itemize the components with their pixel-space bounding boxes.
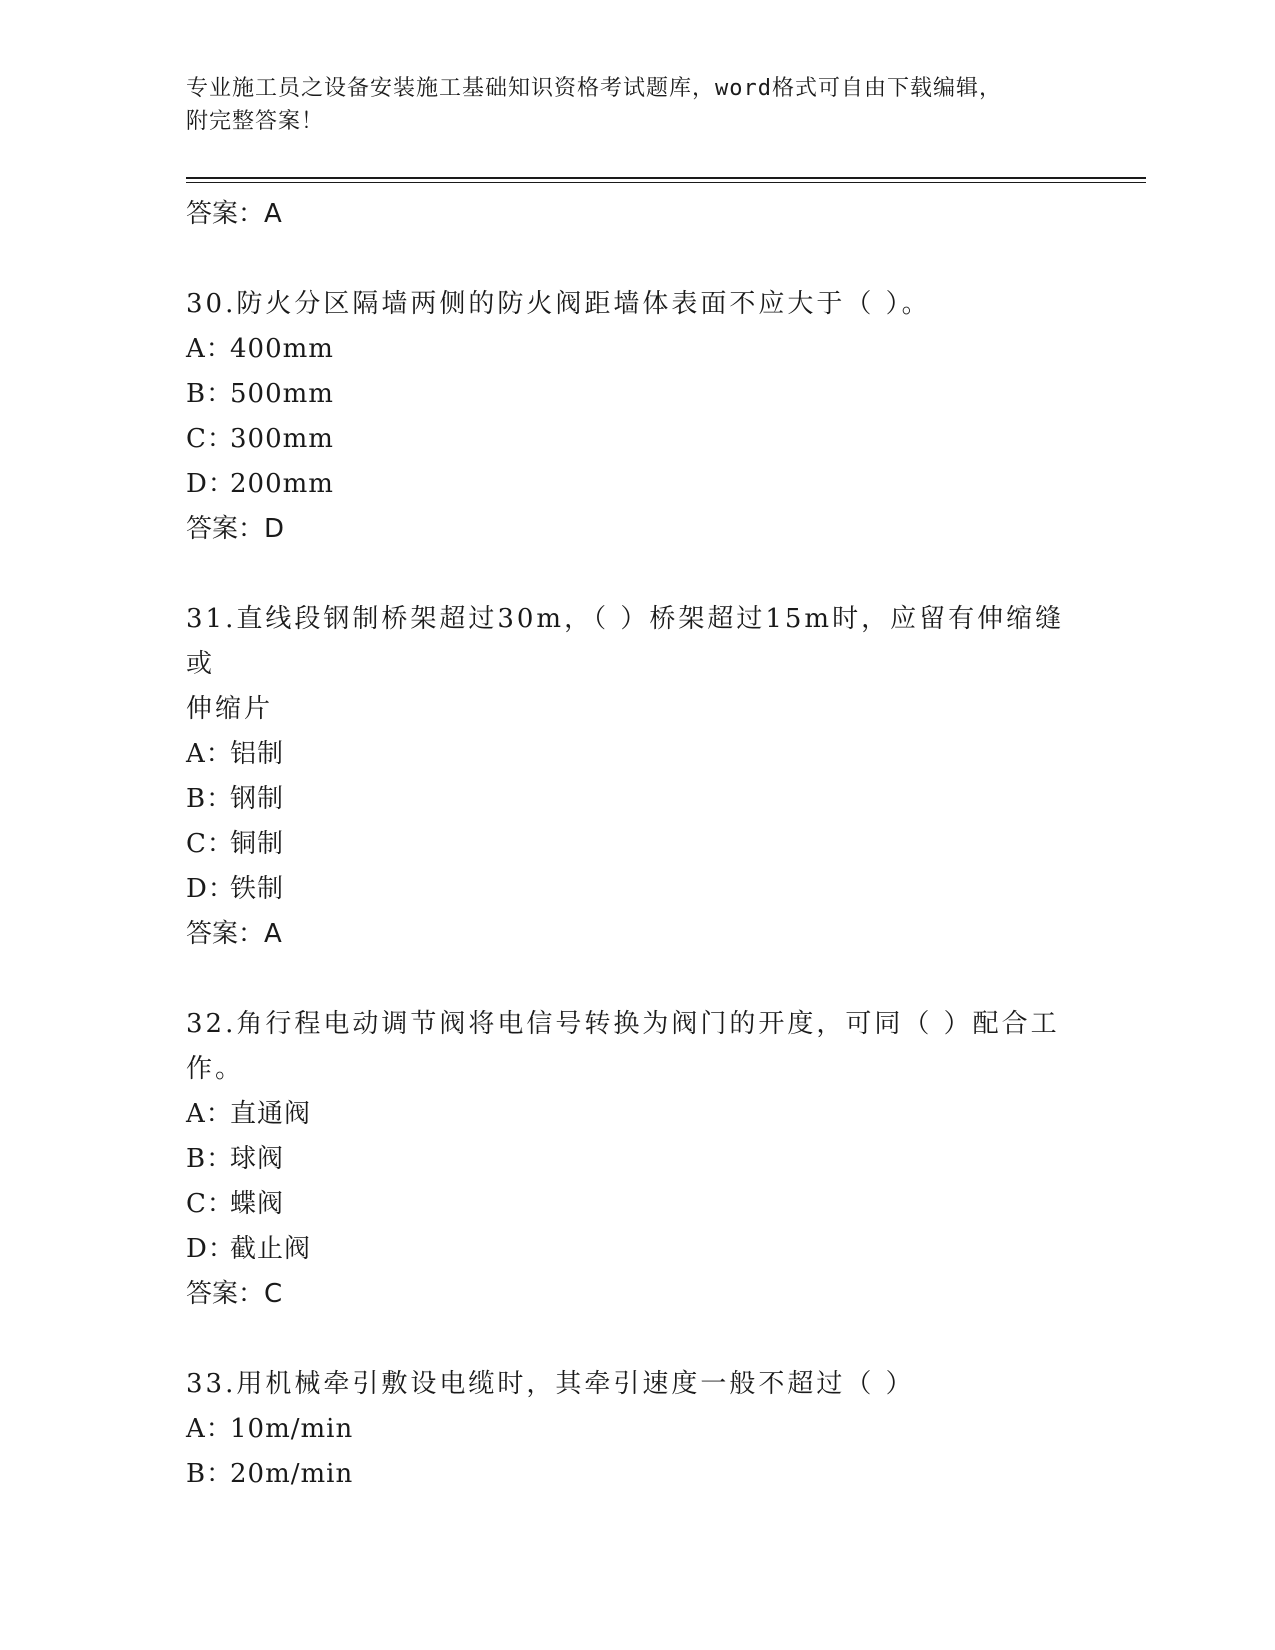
option-key: D： — [186, 1234, 235, 1264]
option-key: B： — [186, 1144, 234, 1174]
option-value: 截止阀 — [230, 1234, 312, 1264]
question-text: 30.防火分区隔墙两侧的防火阀距墙体表面不应大于（ ）。 — [186, 289, 931, 319]
option-c — [186, 1182, 1086, 1227]
header-line-1: 专业施工员之设备安装施工基础知识资格考试题库，word格式可自由下载编辑， — [186, 76, 1002, 101]
answer-line: 答案：C — [186, 1279, 283, 1309]
spacer — [186, 237, 1086, 282]
answer-line: 答案：A — [186, 919, 282, 949]
option-value: 20m/min — [230, 1459, 354, 1489]
option-value: 10m/min — [230, 1414, 354, 1444]
spacer — [186, 552, 1086, 597]
document-header — [186, 72, 1066, 138]
option-d — [186, 867, 1086, 912]
header-divider-thick — [186, 177, 1146, 179]
question-32 — [186, 1002, 1086, 1317]
question-text: 33.用机械牵引敷设电缆时，其牵引速度一般不超过（ ） — [186, 1369, 915, 1399]
option-key: B： — [186, 784, 234, 814]
option-key: A： — [186, 334, 233, 364]
question-30 — [186, 282, 1086, 552]
option-key: B： — [186, 379, 234, 409]
option-c — [186, 822, 1086, 867]
option-value: 蝶阀 — [230, 1189, 285, 1219]
option-value: 200mm — [230, 469, 334, 499]
option-key: A： — [186, 1099, 233, 1129]
option-value: 钢制 — [230, 784, 285, 814]
question-text-continued: 伸缩片 — [186, 694, 274, 724]
option-key: C： — [186, 424, 234, 454]
question-text-continued: 作。 — [186, 1054, 245, 1084]
option-b — [186, 1137, 1086, 1182]
question-33 — [186, 1362, 1086, 1497]
option-d — [186, 1227, 1086, 1272]
option-value: 铁制 — [230, 874, 285, 904]
option-value: 球阀 — [230, 1144, 285, 1174]
spacer — [186, 1317, 1086, 1362]
option-d — [186, 462, 1086, 507]
question-31 — [186, 597, 1086, 957]
option-key: A： — [186, 739, 233, 769]
option-a — [186, 327, 1086, 372]
option-value: 500mm — [230, 379, 334, 409]
option-key: C： — [186, 1189, 234, 1219]
option-value: 铜制 — [230, 829, 285, 859]
header-line-2: 附完整答案！ — [186, 109, 325, 134]
option-a — [186, 1407, 1086, 1452]
option-key: D： — [186, 874, 235, 904]
option-a — [186, 732, 1086, 777]
option-b — [186, 372, 1086, 417]
answer-line: 答案：D — [186, 514, 285, 544]
question-text: 31.直线段钢制桥架超过30m，（ ）桥架超过15m时，应留有伸缩缝或 — [186, 604, 1065, 679]
option-c — [186, 417, 1086, 462]
option-key: A： — [186, 1414, 233, 1444]
spacer — [186, 957, 1086, 1002]
option-value: 400mm — [230, 334, 334, 364]
option-value: 铝制 — [230, 739, 285, 769]
option-key: C： — [186, 829, 234, 859]
question-text: 32.角行程电动调节阀将电信号转换为阀门的开度，可同（ ）配合工 — [186, 1009, 1060, 1039]
option-key: B： — [186, 1459, 234, 1489]
previous-answer: 答案：A — [186, 199, 282, 229]
header-divider-thin — [186, 182, 1146, 183]
option-b — [186, 1452, 1086, 1497]
option-value: 300mm — [230, 424, 334, 454]
option-value: 直通阀 — [230, 1099, 312, 1129]
option-a — [186, 1092, 1086, 1137]
option-b — [186, 777, 1086, 822]
option-key: D： — [186, 469, 235, 499]
question-list — [186, 192, 1086, 1497]
